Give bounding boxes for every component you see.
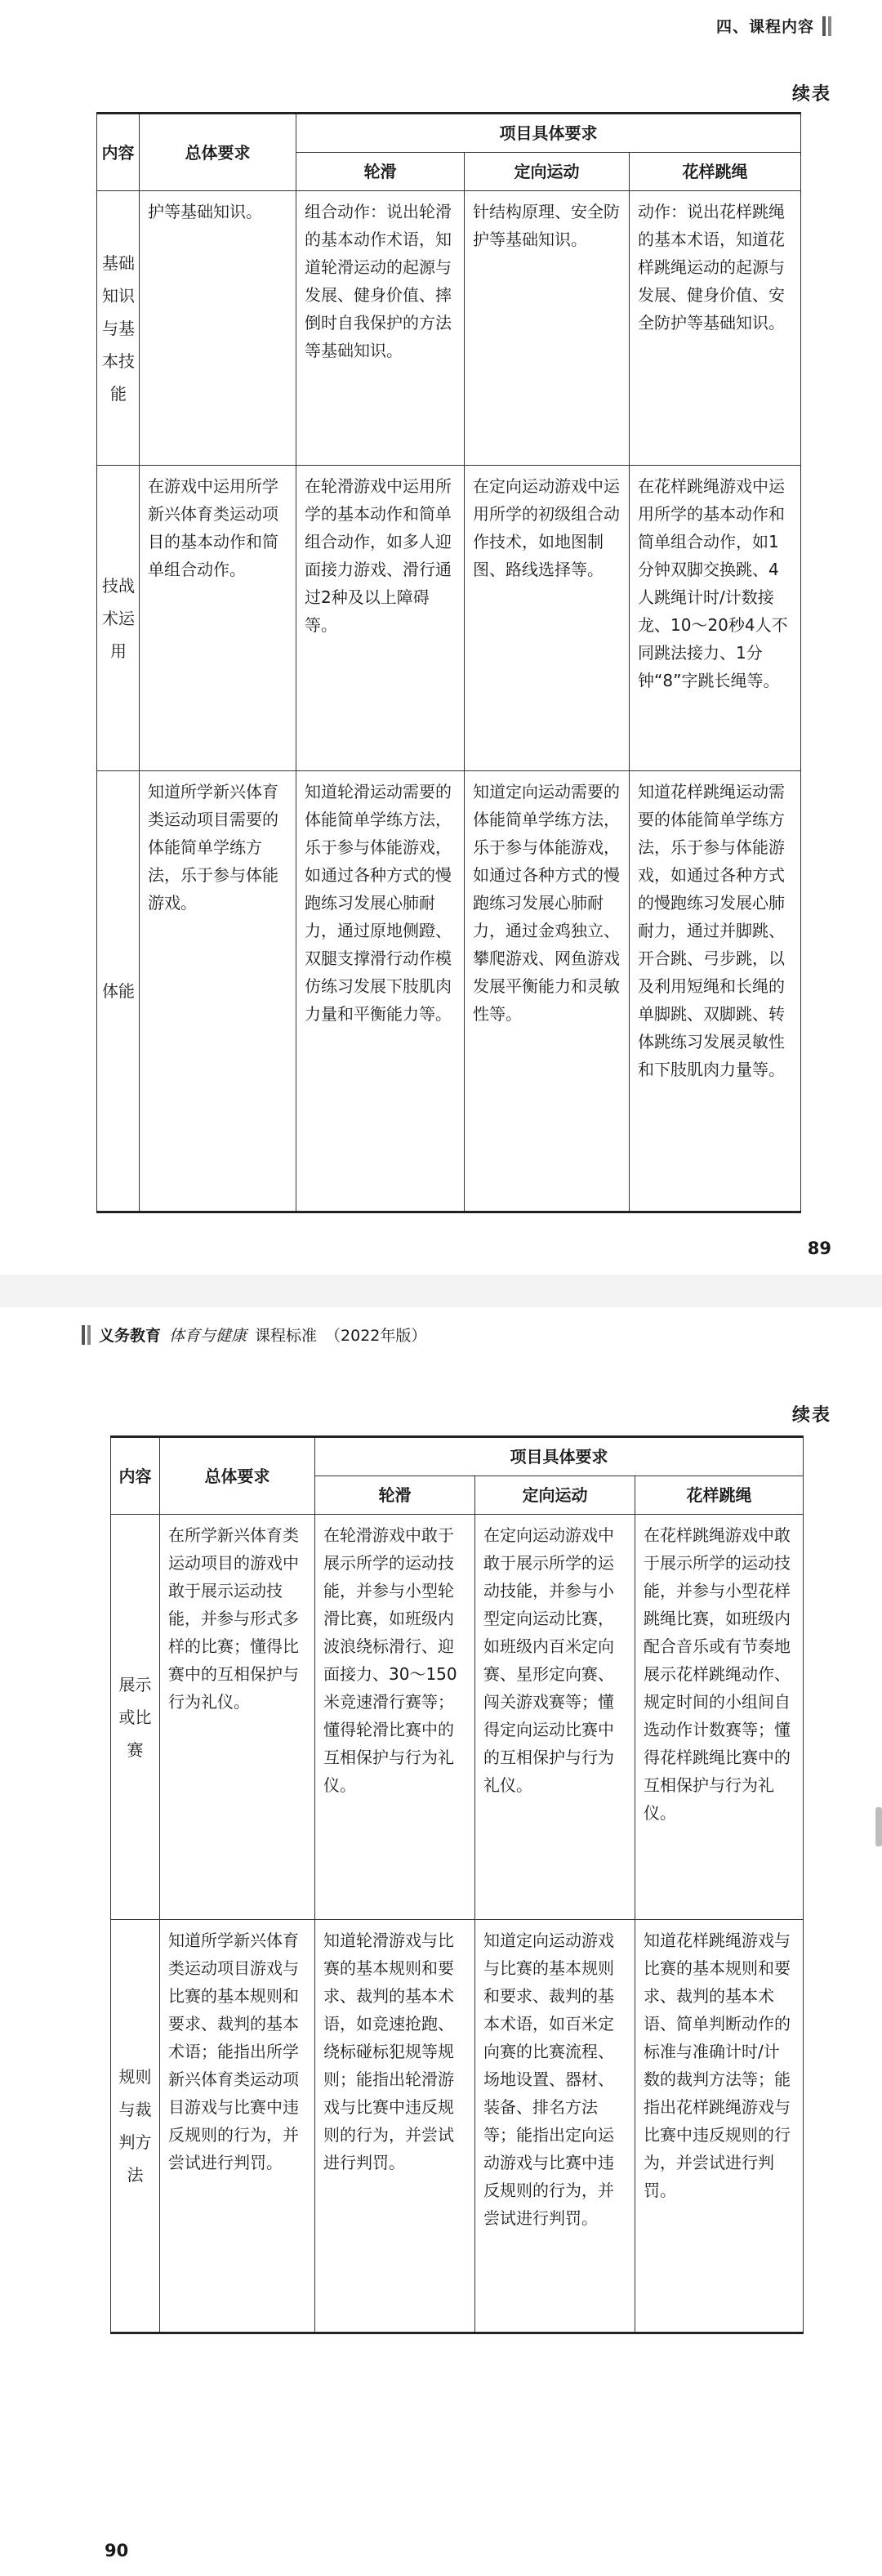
- running-head-part4: （2022年版）: [325, 1327, 427, 1345]
- running-head: [82, 1324, 426, 1346]
- running-head-part3: 课程标准: [255, 1327, 318, 1345]
- page-number: 89: [807, 1239, 831, 1258]
- cell-rope: 在花样跳绳游戏中运用所学的基本动作和简单组合动作，如1分钟双脚交换跳、4人跳绳计时/计数接龙、10～20秒4人不同跳法接力、1分钟“8”字跳长绳等。: [630, 466, 801, 771]
- header-content: 内容: [97, 114, 140, 191]
- header-orienteering: 定向运动: [465, 153, 630, 191]
- header-rope: 花样跳绳: [635, 1476, 804, 1515]
- cell-overall: 知道所学新兴体育类运动项目需要的体能简单学练方法，乐于参与体能游戏。: [140, 771, 296, 1212]
- table-row: [97, 191, 801, 466]
- curriculum-table: [96, 112, 801, 1213]
- cell-rope: 在花样跳绳游戏中敢于展示所学的运动技能，并参与小型花样跳绳比赛，如班级内配合音乐或有节奏地展示花样跳绳动作、规定时间的小组间自选动作计数赛等；懂得花样跳绳比赛中的互相保护与行为礼仪。: [635, 1515, 804, 1920]
- page-gap: [0, 1275, 882, 1307]
- continued-label: 续表: [791, 1405, 831, 1426]
- header-overall: 总体要求: [160, 1437, 315, 1515]
- category-text: 基础知识与基本技能: [102, 252, 135, 404]
- cell-orienteering: 知道定向运动游戏与比赛的基本规则和要求、裁判的基本术语，如百米定向赛的比赛流程、场地设置、器材、装备、排名方法等；能指出定向运动游戏与比赛中违反规则的行为，并尝试进行判罚。: [475, 1920, 635, 2333]
- header-content: 内容: [111, 1437, 160, 1515]
- cell-overall: 护等基础知识。: [140, 191, 296, 466]
- header-bars-decoration: [822, 16, 831, 36]
- header-skating: 轮滑: [315, 1476, 475, 1515]
- cell-overall: 在所学新兴体育类运动项目的游戏中敢于展示运动技能，并参与形式多样的比赛；懂得比赛中的互相保护与行为礼仪。: [160, 1515, 315, 1920]
- cell-overall: 在游戏中运用所学新兴体育类运动项目的基本动作和简单组合动作。: [140, 466, 296, 771]
- cell-orienteering: 针结构原理、安全防护等基础知识。: [465, 191, 630, 466]
- page-89: [0, 0, 882, 1275]
- scroll-indicator: [875, 1807, 882, 1846]
- table-row: [97, 466, 801, 771]
- row-category: [97, 466, 140, 771]
- row-category: [97, 771, 140, 1212]
- header-orienteering: 定向运动: [475, 1476, 635, 1515]
- category-text: 体能: [102, 981, 135, 1001]
- table-row: [111, 1515, 804, 1920]
- running-head-part2: 体育与健康: [169, 1327, 247, 1345]
- running-head: [716, 15, 831, 37]
- row-category: [111, 1920, 160, 2333]
- cell-rope: 知道花样跳绳游戏与比赛的基本规则和要求、裁判的基本术语、简单判断动作的标准与准确计时/计数的裁判方法等；能指出花样跳绳游戏与比赛中违反规则的行为，并尝试进行判罚。: [635, 1920, 804, 2333]
- cell-skating: 在轮滑游戏中运用所学的基本动作和简单组合动作，如多人迎面接力游戏、滑行通过2种及以上障碍等。: [296, 466, 465, 771]
- continued-label: 续表: [791, 84, 831, 105]
- cell-orienteering: 在定向运动游戏中敢于展示所学的运动技能，并参与小型定向运动比赛，如班级内百米定向赛、星形定向赛、闯关游戏赛等；懂得定向运动比赛中的互相保护与行为礼仪。: [475, 1515, 635, 1920]
- header-rope: 花样跳绳: [630, 153, 801, 191]
- cell-orienteering: 在定向运动游戏中运用所学的初级组合动作技术，如地图制图、路线选择等。: [465, 466, 630, 771]
- running-head-title: 四、课程内容: [715, 18, 814, 36]
- table-row: [111, 1920, 804, 2333]
- category-text: 技战术运用: [102, 575, 135, 661]
- cell-orienteering: 知道定向运动需要的体能简单学练方法，乐于参与体能游戏，如通过各种方式的慢跑练习发展心肺耐力，通过金鸡独立、攀爬游戏、网鱼游戏发展平衡能力和灵敏性等。: [465, 771, 630, 1212]
- cell-overall: 知道所学新兴体育类运动项目游戏与比赛的基本规则和要求、裁判的基本术语；能指出所学新兴体育类运动项目游戏与比赛中违反规则的行为，并尝试进行判罚。: [160, 1920, 315, 2333]
- header-overall: 总体要求: [140, 114, 296, 191]
- page-90: [0, 1307, 882, 2576]
- cell-rope: 知道花样跳绳运动需要的体能简单学练方法，乐于参与体能游戏，如通过各种方式的慢跑练习发展心肺耐力，通过并脚跳、开合跳、弓步跳，以及利用短绳和长绳的单脚跳、双脚跳、转体跳练习发展灵敏性和下肢肌肉力量等。: [630, 771, 801, 1212]
- running-head-part1: 义务教育: [99, 1327, 162, 1345]
- header-bars-decoration: [82, 1325, 91, 1345]
- category-text: 规则与裁判方法: [118, 2067, 152, 2185]
- header-project-group: 项目具体要求: [315, 1437, 804, 1476]
- header-skating: 轮滑: [296, 153, 465, 191]
- curriculum-table: [110, 1435, 804, 2334]
- cell-skating: 在轮滑游戏中敢于展示所学的运动技能，并参与小型轮滑比赛，如班级内波浪绕标滑行、迎面接力、30～150米竞速滑行赛等；懂得轮滑比赛中的互相保护与行为礼仪。: [315, 1515, 475, 1920]
- table-row: [97, 771, 801, 1212]
- row-category: [111, 1515, 160, 1920]
- cell-skating: 知道轮滑游戏与比赛的基本规则和要求、裁判的基本术语，如竞速抢跑、绕标碰标犯规等规则；能指出轮滑游戏与比赛中违反规则的行为，并尝试进行判罚。: [315, 1920, 475, 2333]
- page-number: 90: [105, 2541, 129, 2560]
- header-project-group: 项目具体要求: [296, 114, 801, 153]
- category-text: 展示或比赛: [118, 1674, 152, 1760]
- cell-rope: 动作：说出花样跳绳的基本术语，知道花样跳绳运动的起源与发展、健身价值、安全防护等基础知识。: [630, 191, 801, 466]
- cell-skating: 知道轮滑运动需要的体能简单学练方法，乐于参与体能游戏，如通过各种方式的慢跑练习发展心肺耐力，通过原地侧蹬、双腿支撑滑行动作模仿练习发展下肢肌肉力量和平衡能力等。: [296, 771, 465, 1212]
- cell-skating: 组合动作：说出轮滑的基本动作术语，知道轮滑运动的起源与发展、健身价值、摔倒时自我保护的方法等基础知识。: [296, 191, 465, 466]
- row-category: [97, 191, 140, 466]
